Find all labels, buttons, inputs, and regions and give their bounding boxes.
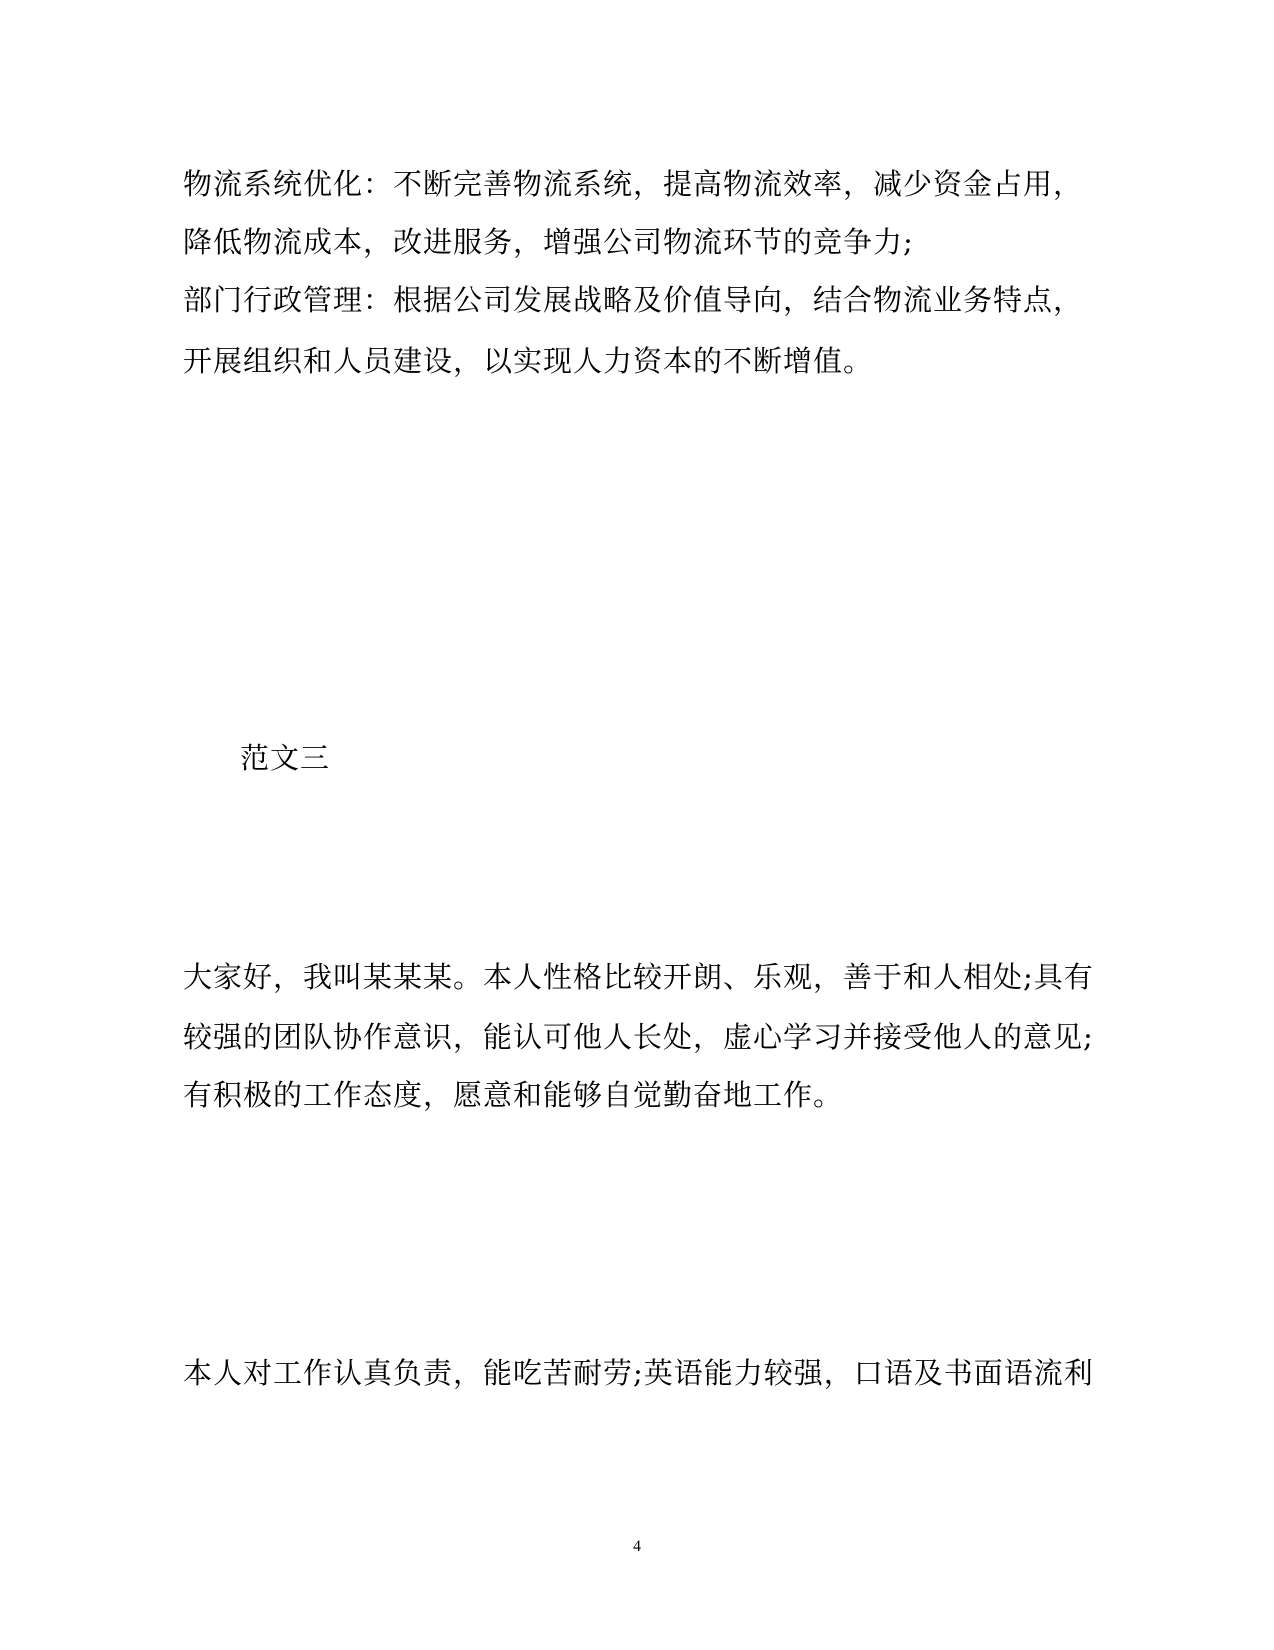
paragraph-line: 部门行政管理：根据公司发展战略及价值导向，结合物流业务特点， (183, 283, 1084, 317)
page-number: 4 (633, 1538, 641, 1555)
paragraph-line: 开展组织和人员建设，以实现人力资本的不断增值。 (183, 344, 874, 378)
paragraph-line: 大家好，我叫某某某。本人性格比较开朗、乐观，善于和人相处;具有 (183, 960, 1094, 994)
paragraph-line: 有积极的工作态度，愿意和能够自觉勤奋地工作。 (183, 1078, 844, 1112)
section-heading: 范文三 (240, 741, 331, 775)
paragraph-line: 本人对工作认真负责，能吃苦耐劳;英语能力较强，口语及书面语流利 (183, 1356, 1094, 1390)
paragraph-line: 物流系统优化：不断完善物流系统，提高物流效率，减少资金占用， (183, 167, 1084, 201)
paragraph-line: 较强的团队协作意识，能认可他人长处，虚心学习并接受他人的意见; (183, 1020, 1094, 1054)
paragraph-line: 降低物流成本，改进服务，增强公司物流环节的竞争力; (183, 225, 914, 259)
